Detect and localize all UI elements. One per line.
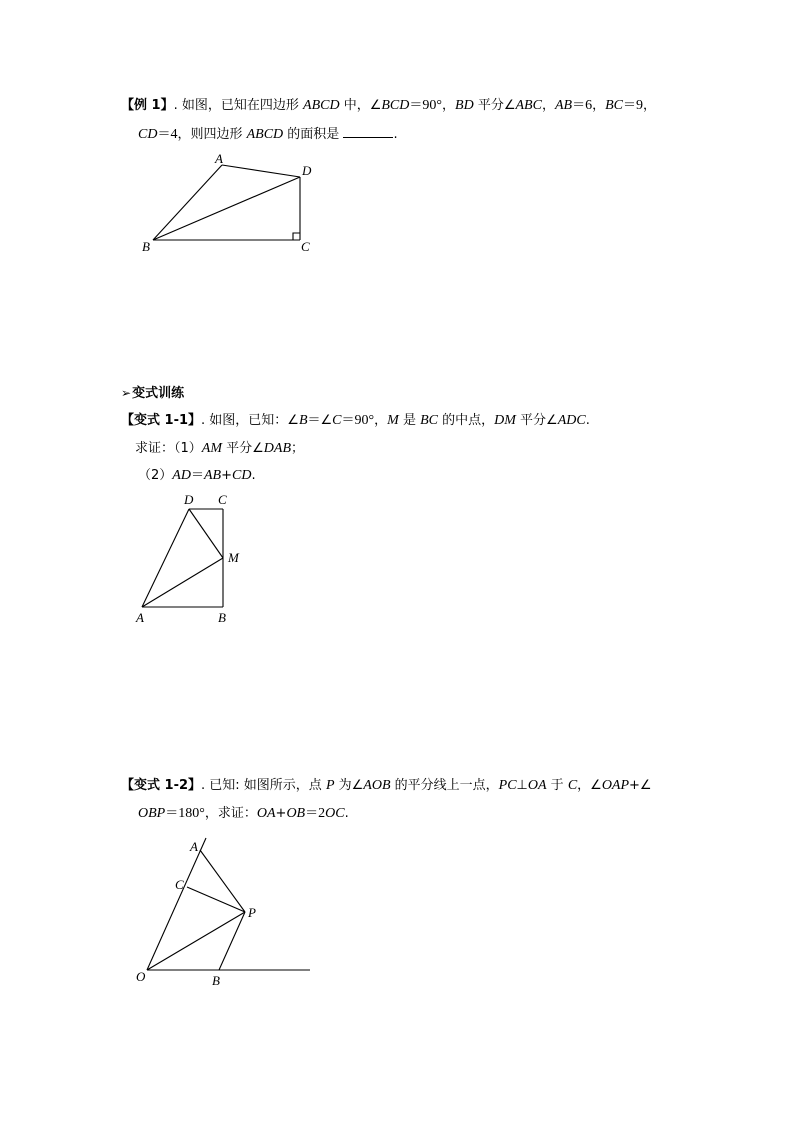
arrow-icon: ➢: [121, 386, 132, 400]
variant11-label: 【变式 1-1】: [121, 413, 202, 428]
segment-op: [147, 912, 245, 970]
variant11-proof1: 求证：（1）AM 平分∠DAB；: [135, 441, 305, 456]
variant11-proof2: （2）AD＝AB+CD.: [138, 468, 256, 483]
variant12-label: 【变式 1-2】: [121, 778, 202, 793]
example1-label: 【例 1】: [121, 98, 174, 113]
label-c: C: [218, 492, 227, 507]
label-b: B: [142, 239, 150, 254]
segment-bd: [153, 177, 300, 240]
example1-line2: CD＝4，则四边形 ABCD 的面积是 .: [138, 127, 398, 142]
label-d: D: [302, 163, 312, 178]
answer-blank[interactable]: [343, 125, 393, 138]
label-b: B: [212, 973, 220, 988]
variant12-figure: [130, 830, 330, 990]
label-b: B: [218, 610, 226, 625]
segment-ab: [153, 165, 222, 240]
variant12-line1: 【变式 1-2】. 已知: 如图所示，点 P 为∠AOB 的平分线上一点，PC⊥OA 于 C，∠OAP+∠: [121, 778, 652, 793]
variant11-line1: 【变式 1-1】. 如图，已知：∠B＝∠C＝90°，M 是 BC 的中点，DM 平分∠ADC.: [121, 413, 590, 428]
label-c: C: [175, 877, 184, 892]
example1-figure: [135, 150, 335, 260]
label-a: A: [190, 839, 198, 854]
variant11-figure: [130, 490, 260, 630]
ray-oa: [147, 838, 206, 970]
label-d: D: [184, 492, 194, 507]
segment-ad: [222, 165, 300, 177]
section-header: ➢变式训练: [121, 386, 185, 401]
label-a: A: [136, 610, 144, 625]
label-p: P: [248, 905, 256, 920]
label-c: C: [301, 239, 310, 254]
example1-line1: 【例 1】. 如图，已知在四边形 ABCD 中，∠BCD＝90°，BD 平分∠ABC，AB＝6，BC＝9，: [121, 98, 657, 113]
label-a: A: [215, 151, 223, 166]
label-o: O: [136, 969, 146, 984]
variant12-line2: OBP＝180°，求证：OA+OB＝2OC.: [138, 806, 349, 821]
segment-pb: [219, 912, 245, 970]
right-angle-mark: [293, 233, 300, 240]
segment-dm: [189, 509, 223, 558]
label-m: M: [228, 550, 239, 565]
